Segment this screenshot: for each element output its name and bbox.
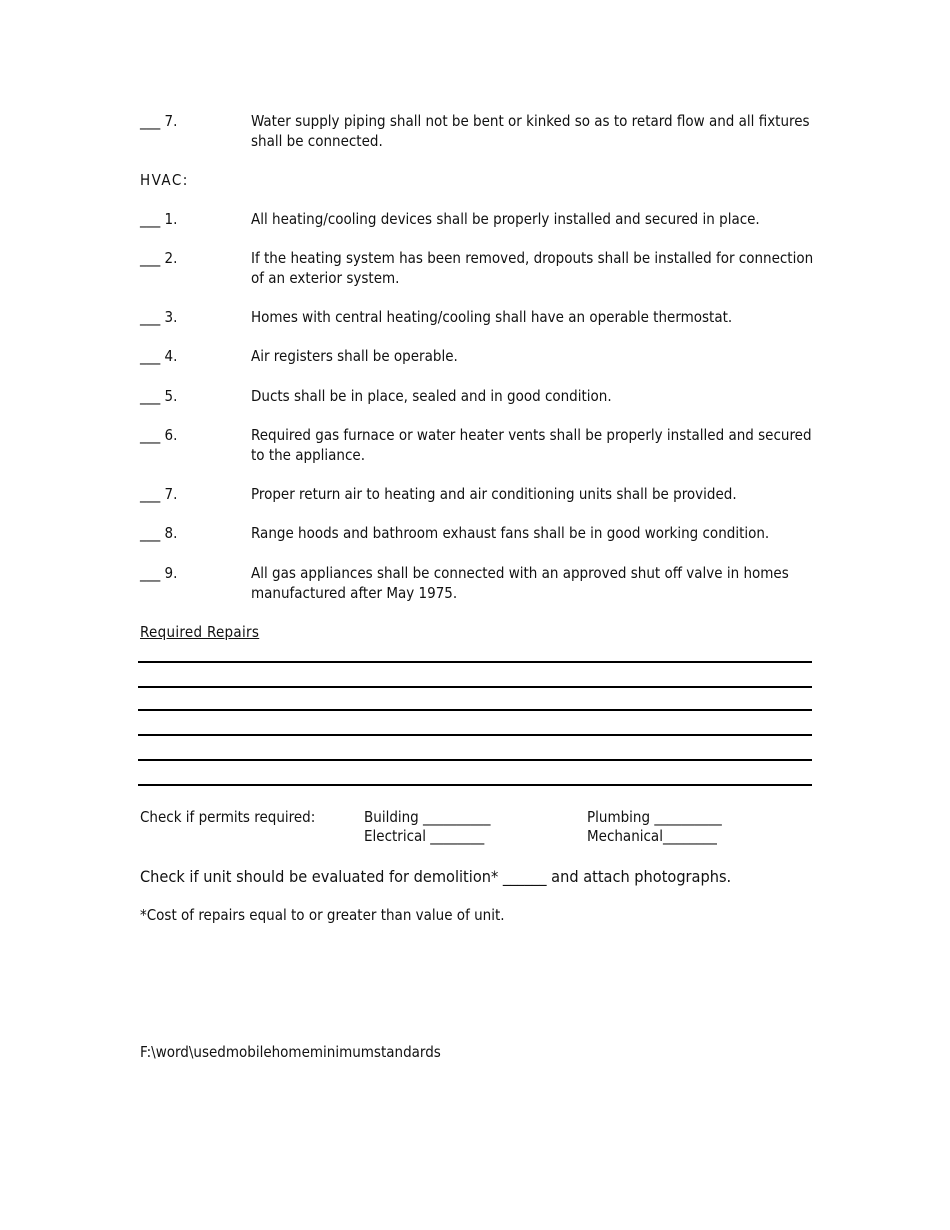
item-number: ___ 4.: [140, 347, 178, 365]
required-repairs-title: Required Repairs: [140, 623, 260, 641]
repair-line[interactable]: [138, 759, 812, 761]
item-text: Required gas furnace or water heater vents shall be properly installed and secured to the appliance.: [251, 426, 812, 464]
document-page: [140, 0, 812, 1230]
item-text: Ducts shall be in place, sealed and in good condition.: [251, 387, 612, 405]
permit-mechanical-field[interactable]: Mechanical________: [587, 827, 717, 845]
permits-label: Check if permits required:: [140, 808, 316, 826]
file-path: F:\word\usedmobilehomeminimumstandards: [140, 1043, 441, 1061]
item-number: ___ 1.: [140, 210, 178, 228]
item-text: All heating/cooling devices shall be properly installed and secured in place.: [251, 210, 760, 228]
item-number: ___ 7.: [140, 112, 178, 130]
item-number: ___ 7.: [140, 485, 178, 503]
hvac-heading: HVAC:: [140, 171, 189, 189]
item-number: ___ 3.: [140, 308, 178, 326]
item-number: ___ 5.: [140, 387, 178, 405]
cost-footnote: *Cost of repairs equal to or greater than value of unit.: [140, 906, 505, 924]
repair-line[interactable]: [138, 661, 812, 663]
item-text: All gas appliances shall be connected with an approved shut off valve in homes manufactured after May 1975.: [251, 564, 789, 602]
item-text: Homes with central heating/cooling shall have an operable thermostat.: [251, 308, 733, 326]
repair-line[interactable]: [138, 686, 812, 688]
permit-building-field[interactable]: Building __________: [364, 808, 491, 826]
repair-line[interactable]: [138, 734, 812, 736]
item-number: ___ 6.: [140, 426, 178, 444]
item-text: Air registers shall be operable.: [251, 347, 458, 365]
item-number: ___ 9.: [140, 564, 178, 582]
demolition-check[interactable]: Check if unit should be evaluated for demolition* ______ and attach photographs.: [140, 867, 732, 886]
item-number: ___ 8.: [140, 524, 178, 542]
item-text: Proper return air to heating and air conditioning units shall be provided.: [251, 485, 737, 503]
item-text: If the heating system has been removed, dropouts shall be installed for connection of an exterior system.: [251, 249, 814, 287]
item-text: Water supply piping shall not be bent or kinked so as to retard flow and all fixtures shall be connected.: [251, 112, 810, 150]
repair-line[interactable]: [138, 709, 812, 711]
item-text: Range hoods and bathroom exhaust fans shall be in good working condition.: [251, 524, 770, 542]
item-number: ___ 2.: [140, 249, 178, 267]
permit-electrical-field[interactable]: Electrical ________: [364, 827, 485, 845]
permit-plumbing-field[interactable]: Plumbing __________: [587, 808, 722, 826]
repair-line[interactable]: [138, 784, 812, 786]
